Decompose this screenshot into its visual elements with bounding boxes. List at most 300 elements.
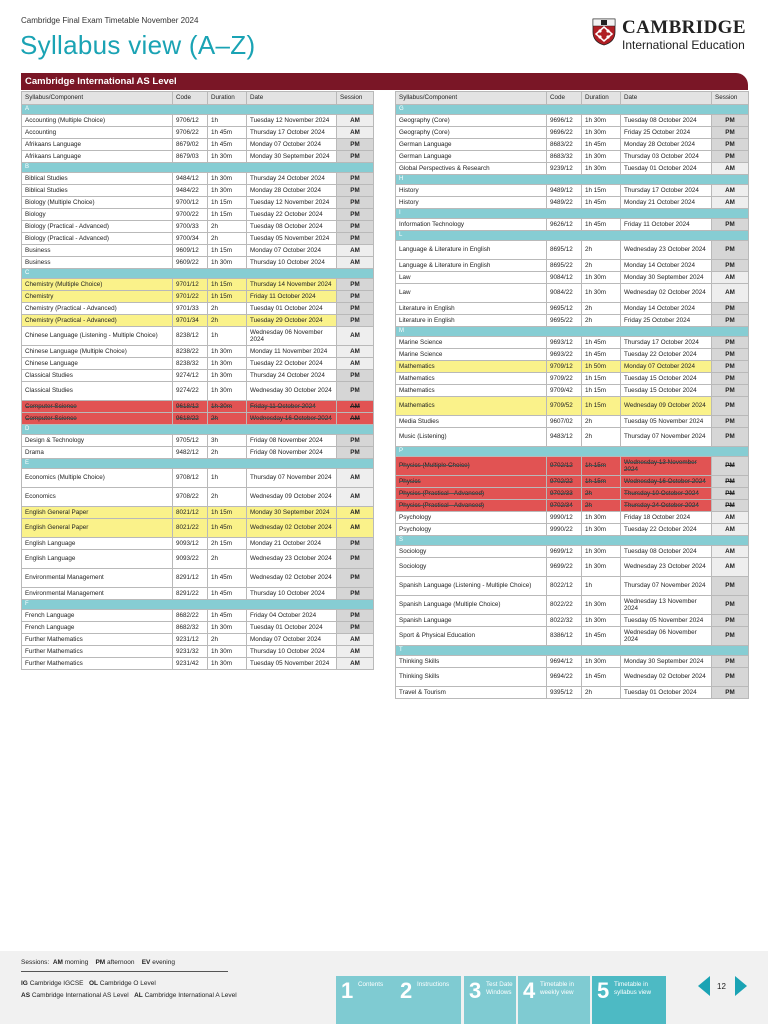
table-row — [396, 558, 749, 577]
syllabus-cell: Sociology — [396, 546, 547, 558]
code-cell: 9695/22 — [547, 315, 582, 327]
session-cell: AM — [712, 272, 749, 284]
code-cell: 9693/22 — [547, 349, 582, 361]
date-cell: Thursday 10 October 2024 — [247, 588, 337, 600]
code-cell: 8238/12 — [173, 327, 208, 346]
syllabus-cell: Mathematics — [396, 385, 547, 397]
code-cell: 8695/22 — [547, 260, 582, 272]
col-header-syllabus: Syllabus/Component — [396, 92, 547, 105]
table-row — [396, 185, 749, 197]
duration-cell: 1h 30m — [582, 115, 621, 127]
duration-cell: 1h 30m — [208, 622, 247, 634]
duration-cell: 3h — [208, 435, 247, 447]
code-cell: 9395/12 — [547, 687, 582, 699]
duration-cell: 2h — [208, 221, 247, 233]
syllabus-cell: Sociology — [396, 558, 547, 577]
syllabus-cell: Biology (Multiple Choice) — [22, 197, 173, 209]
duration-cell: 1h 30m — [208, 382, 247, 401]
session-cell: AM — [337, 413, 374, 425]
syllabus-cell: Accounting (Multiple Choice) — [22, 115, 173, 127]
date-cell: Wednesday 16 October 2024 — [247, 413, 337, 425]
nav-weekly-view[interactable] — [518, 976, 590, 1024]
duration-cell: 1h — [582, 577, 621, 596]
table-row — [396, 127, 749, 139]
code-cell: 8021/22 — [173, 519, 208, 538]
nav-number: 1 — [341, 978, 354, 1003]
session-cell: PM — [337, 291, 374, 303]
table-row — [22, 245, 374, 257]
duration-cell: 2h — [582, 241, 621, 260]
table-row — [22, 610, 374, 622]
session-cell: PM — [337, 435, 374, 447]
syllabus-cell: French Language — [22, 622, 173, 634]
duration-cell: 2h — [208, 550, 247, 569]
previous-page-icon[interactable] — [698, 976, 710, 996]
duration-cell: 1h 30m — [208, 646, 247, 658]
nav-number: 5 — [597, 978, 610, 1003]
date-cell: Thursday 10 October 2024 — [247, 646, 337, 658]
cambridge-logo — [592, 16, 752, 56]
session-cell: PM — [712, 687, 749, 699]
code-cell: 9702/33 — [547, 488, 582, 500]
table-row — [22, 346, 374, 358]
code-cell: 8386/12 — [547, 627, 582, 646]
table-row — [22, 303, 374, 315]
session-legend — [21, 959, 175, 966]
duration-cell: 1h 45m — [208, 588, 247, 600]
date-cell: Friday 04 October 2024 — [247, 610, 337, 622]
code-cell: 8238/32 — [173, 358, 208, 370]
letter-divider-row — [22, 105, 374, 115]
timetable-left — [21, 91, 374, 670]
code-cell: 9709/42 — [547, 385, 582, 397]
letter-label: F — [22, 600, 374, 610]
syllabus-cell: Further Mathematics — [22, 634, 173, 646]
code-cell: 9231/12 — [173, 634, 208, 646]
letter-label: D — [22, 425, 374, 435]
syllabus-cell: Drama — [22, 447, 173, 459]
date-cell: Tuesday 29 October 2024 — [247, 315, 337, 327]
col-header-date: Date — [621, 92, 712, 105]
col-header-code: Code — [173, 92, 208, 105]
session-cell: PM — [712, 337, 749, 349]
letter-label: S — [396, 536, 749, 546]
syllabus-cell: Marine Science — [396, 349, 547, 361]
table-row — [396, 488, 749, 500]
nav-label: Contents — [358, 981, 384, 988]
date-cell: Thursday 24 October 2024 — [247, 173, 337, 185]
table-row — [396, 416, 749, 428]
duration-cell: 1h 45m — [582, 337, 621, 349]
date-cell: Wednesday 09 October 2024 — [621, 397, 712, 416]
letter-divider-row — [396, 646, 749, 656]
session-cell: PM — [337, 315, 374, 327]
syllabus-cell: Mathematics — [396, 361, 547, 373]
session-cell: AM — [337, 519, 374, 538]
session-cell: PM — [337, 173, 374, 185]
session-cell: PM — [337, 279, 374, 291]
table-row — [396, 115, 749, 127]
letter-label: E — [22, 459, 374, 469]
session-cell: AM — [337, 401, 374, 413]
date-cell: Tuesday 12 November 2024 — [247, 197, 337, 209]
date-cell: Tuesday 12 November 2024 — [247, 115, 337, 127]
session-cell: PM — [712, 668, 749, 687]
table-row — [22, 151, 374, 163]
table-row — [396, 163, 749, 175]
duration-cell: 2h — [582, 416, 621, 428]
table-row — [396, 385, 749, 397]
table-row — [396, 656, 749, 668]
nav-syllabus-view[interactable] — [592, 976, 666, 1024]
table-row — [22, 197, 374, 209]
syllabus-cell: Sport & Physical Education — [396, 627, 547, 646]
syllabus-cell: Literature in English — [396, 303, 547, 315]
syllabus-cell: Physics (Practical - Advanced) — [396, 500, 547, 512]
duration-cell: 2h — [582, 428, 621, 447]
session-cell: PM — [337, 569, 374, 588]
date-cell: Monday 30 September 2024 — [247, 151, 337, 163]
syllabus-cell: English General Paper — [22, 519, 173, 538]
nav-label: Instructions — [417, 981, 450, 988]
code-cell: 9699/12 — [547, 546, 582, 558]
session-cell: PM — [712, 476, 749, 488]
table-row — [396, 457, 749, 476]
syllabus-cell: Geography (Core) — [396, 127, 547, 139]
table-row — [22, 588, 374, 600]
date-cell: Tuesday 05 November 2024 — [621, 615, 712, 627]
duration-cell: 1h 45m — [208, 519, 247, 538]
table-row — [22, 185, 374, 197]
session-cell: AM — [337, 115, 374, 127]
syllabus-cell: Physics — [396, 476, 547, 488]
session-cell: AM — [337, 646, 374, 658]
syllabus-cell: Mathematics — [396, 373, 547, 385]
table-row — [22, 291, 374, 303]
duration-cell: 1h 30m — [208, 257, 247, 269]
syllabus-cell: English General Paper — [22, 507, 173, 519]
col-header-syllabus: Syllabus/Component — [22, 92, 173, 105]
table-row — [22, 279, 374, 291]
letter-divider-row — [22, 269, 374, 279]
syllabus-cell: Biblical Studies — [22, 185, 173, 197]
code-cell: 9700/22 — [173, 209, 208, 221]
duration-cell: 1h 45m — [582, 627, 621, 646]
letter-label: G — [396, 105, 749, 115]
duration-cell: 1h 45m — [582, 349, 621, 361]
session-cell: PM — [712, 127, 749, 139]
legend-ev-text: evening — [152, 959, 175, 966]
legend-ol: OL — [88, 980, 98, 987]
date-cell: Tuesday 08 October 2024 — [621, 546, 712, 558]
date-cell: Wednesday 06 November 2024 — [247, 327, 337, 346]
date-cell: Tuesday 22 October 2024 — [621, 349, 712, 361]
code-cell: 9231/32 — [173, 646, 208, 658]
table-row — [396, 373, 749, 385]
session-cell: PM — [712, 457, 749, 476]
date-cell: Monday 07 October 2024 — [247, 634, 337, 646]
session-cell: AM — [337, 358, 374, 370]
session-cell: AM — [712, 185, 749, 197]
code-cell: 9489/22 — [547, 197, 582, 209]
table-row — [396, 260, 749, 272]
syllabus-cell: German Language — [396, 139, 547, 151]
duration-cell: 1h 45m — [208, 569, 247, 588]
duration-cell: 1h 15m — [582, 457, 621, 476]
code-cell: 9093/22 — [173, 550, 208, 569]
cambridge-shield-icon — [592, 18, 616, 46]
syllabus-cell: Travel & Tourism — [396, 687, 547, 699]
syllabus-cell: Classical Studies — [22, 382, 173, 401]
letter-label: B — [22, 163, 374, 173]
code-cell: 8683/22 — [547, 139, 582, 151]
legend-ig: IG — [21, 980, 28, 987]
date-cell: Monday 30 September 2024 — [621, 656, 712, 668]
session-cell: PM — [712, 151, 749, 163]
code-cell: 9607/02 — [547, 416, 582, 428]
duration-cell: 1h 50m — [582, 361, 621, 373]
syllabus-cell: Global Perspectives & Research — [396, 163, 547, 175]
letter-label: P — [396, 447, 749, 457]
duration-cell: 1h 15m — [208, 209, 247, 221]
table-row — [22, 401, 374, 413]
duration-cell: 1h 30m — [582, 656, 621, 668]
duration-cell: 1h 15m — [582, 476, 621, 488]
date-cell: Tuesday 15 October 2024 — [621, 373, 712, 385]
syllabus-cell: Physics (Practical - Advanced) — [396, 488, 547, 500]
date-cell: Thursday 10 October 2024 — [247, 257, 337, 269]
table-row — [22, 488, 374, 507]
code-cell: 9990/12 — [547, 512, 582, 524]
syllabus-cell: History — [396, 185, 547, 197]
date-cell: Monday 30 September 2024 — [621, 272, 712, 284]
syllabus-cell: Design & Technology — [22, 435, 173, 447]
duration-cell: 1h 15m — [582, 373, 621, 385]
session-cell: AM — [337, 634, 374, 646]
session-cell: PM — [337, 382, 374, 401]
code-cell: 8682/22 — [173, 610, 208, 622]
duration-cell: 2h — [208, 413, 247, 425]
syllabus-cell: Chinese Language (Multiple Choice) — [22, 346, 173, 358]
duration-cell: 1h 30m — [582, 151, 621, 163]
table-row — [22, 435, 374, 447]
nav-test-date-windows[interactable] — [464, 976, 516, 1024]
session-cell: PM — [337, 610, 374, 622]
col-header-session: Session — [337, 92, 374, 105]
session-cell: PM — [337, 622, 374, 634]
table-row — [22, 382, 374, 401]
table-row — [22, 569, 374, 588]
duration-cell: 2h 15m — [208, 538, 247, 550]
syllabus-cell: Chemistry (Multiple Choice) — [22, 279, 173, 291]
syllabus-cell: Mathematics — [396, 397, 547, 416]
legend-as: AS — [21, 992, 31, 999]
table-row — [396, 315, 749, 327]
table-row — [396, 284, 749, 303]
nav-label: Test Date Windows — [486, 981, 513, 996]
nav-instructions[interactable] — [395, 976, 461, 1024]
nav-contents[interactable] — [336, 976, 402, 1024]
duration-cell: 2h — [582, 303, 621, 315]
code-cell: 9709/12 — [547, 361, 582, 373]
table-row — [396, 615, 749, 627]
legend-ol-text: Cambridge O Level — [99, 980, 156, 987]
letter-label: I — [396, 209, 749, 219]
table-row — [396, 512, 749, 524]
syllabus-cell: Further Mathematics — [22, 646, 173, 658]
table-row — [22, 327, 374, 346]
session-cell: AM — [712, 163, 749, 175]
table-row — [396, 139, 749, 151]
syllabus-cell: Music (Listening) — [396, 428, 547, 447]
session-cell: PM — [337, 209, 374, 221]
nav-number: 2 — [400, 978, 413, 1003]
code-cell: 9093/12 — [173, 538, 208, 550]
legend-as-text: Cambridge International AS Level — [31, 992, 129, 999]
session-cell: AM — [337, 469, 374, 488]
code-cell: 9489/12 — [547, 185, 582, 197]
letter-label: H — [396, 175, 749, 185]
legend-am: AM — [52, 959, 63, 966]
date-cell: Monday 30 September 2024 — [247, 507, 337, 519]
table-row — [396, 219, 749, 231]
session-cell: PM — [337, 151, 374, 163]
code-cell: 9084/12 — [547, 272, 582, 284]
date-cell: Monday 07 October 2024 — [247, 245, 337, 257]
code-cell: 9709/22 — [547, 373, 582, 385]
duration-cell: 1h 15m — [582, 385, 621, 397]
duration-cell: 1h 15m — [582, 397, 621, 416]
session-cell: AM — [337, 507, 374, 519]
next-page-icon[interactable] — [735, 976, 747, 996]
date-cell: Monday 28 October 2024 — [247, 185, 337, 197]
date-cell: Tuesday 08 October 2024 — [621, 115, 712, 127]
session-cell: PM — [337, 233, 374, 245]
session-cell: PM — [337, 185, 374, 197]
syllabus-cell: Geography (Core) — [396, 115, 547, 127]
syllabus-cell: Information Technology — [396, 219, 547, 231]
session-cell: PM — [712, 115, 749, 127]
syllabus-cell: Afrikaans Language — [22, 151, 173, 163]
session-cell: AM — [337, 488, 374, 507]
code-cell: 9702/34 — [547, 500, 582, 512]
table-row — [22, 507, 374, 519]
syllabus-cell: French Language — [22, 610, 173, 622]
table-row — [22, 469, 374, 488]
letter-label: T — [396, 646, 749, 656]
syllabus-cell: Thinking Skills — [396, 656, 547, 668]
code-cell: 8695/12 — [547, 241, 582, 260]
date-cell: Wednesday 23 October 2024 — [247, 550, 337, 569]
code-cell: 9626/12 — [547, 219, 582, 231]
letter-divider-row — [396, 209, 749, 219]
date-cell: Wednesday 09 October 2024 — [247, 488, 337, 507]
col-header-duration: Duration — [208, 92, 247, 105]
code-cell: 8679/03 — [173, 151, 208, 163]
date-cell: Wednesday 02 October 2024 — [247, 519, 337, 538]
table-row — [22, 413, 374, 425]
code-cell: 9239/12 — [547, 163, 582, 175]
legend-pm: PM — [95, 959, 106, 966]
date-cell: Wednesday 02 October 2024 — [621, 668, 712, 687]
session-cell: AM — [337, 658, 374, 670]
date-cell: Tuesday 22 October 2024 — [247, 209, 337, 221]
table-row — [22, 634, 374, 646]
date-cell: Friday 11 October 2024 — [247, 291, 337, 303]
code-cell: 9618/12 — [173, 401, 208, 413]
legend-al-text: Cambridge International A Level — [144, 992, 237, 999]
code-cell: 9705/12 — [173, 435, 208, 447]
letter-divider-row — [396, 105, 749, 115]
syllabus-cell: Biblical Studies — [22, 173, 173, 185]
syllabus-cell: Language & Literature in English — [396, 241, 547, 260]
table-row — [396, 577, 749, 596]
table-row — [396, 197, 749, 209]
table-row — [22, 209, 374, 221]
table-row — [22, 519, 374, 538]
code-cell: 9699/22 — [547, 558, 582, 577]
duration-cell: 1h 45m — [582, 197, 621, 209]
code-cell: 8022/32 — [547, 615, 582, 627]
table-row — [396, 272, 749, 284]
date-cell: Thursday 07 November 2024 — [621, 577, 712, 596]
date-cell: Thursday 17 October 2024 — [621, 337, 712, 349]
table-header-row — [396, 92, 749, 105]
syllabus-cell: Classical Studies — [22, 370, 173, 382]
duration-cell: 2h — [582, 687, 621, 699]
session-cell: AM — [337, 127, 374, 139]
table-row — [22, 447, 374, 459]
table-row — [22, 139, 374, 151]
code-cell: 9484/12 — [173, 173, 208, 185]
nav-number: 3 — [469, 978, 482, 1003]
logo-name: CAMBRIDGE — [622, 17, 746, 38]
session-cell: AM — [337, 346, 374, 358]
syllabus-cell: Chemistry — [22, 291, 173, 303]
duration-cell: 2h — [582, 500, 621, 512]
code-cell: 9084/22 — [547, 284, 582, 303]
session-cell: AM — [337, 257, 374, 269]
duration-cell: 1h 30m — [582, 284, 621, 303]
date-cell: Thursday 24 October 2024 — [621, 500, 712, 512]
date-cell: Thursday 17 October 2024 — [621, 185, 712, 197]
table-row — [22, 658, 374, 670]
syllabus-cell: Spanish Language — [396, 615, 547, 627]
legend-al: AL — [134, 992, 143, 999]
date-cell: Friday 08 November 2024 — [247, 435, 337, 447]
duration-cell: 1h 30m — [208, 658, 247, 670]
session-cell: PM — [337, 139, 374, 151]
session-cell: PM — [337, 370, 374, 382]
date-cell: Tuesday 01 October 2024 — [621, 163, 712, 175]
table-row — [396, 337, 749, 349]
col-header-duration: Duration — [582, 92, 621, 105]
code-cell: 9701/34 — [173, 315, 208, 327]
code-cell: 9701/12 — [173, 279, 208, 291]
date-cell: Tuesday 08 October 2024 — [247, 221, 337, 233]
letter-divider-row — [22, 163, 374, 173]
table-row — [22, 127, 374, 139]
session-cell: PM — [712, 656, 749, 668]
date-cell: Tuesday 05 November 2024 — [247, 233, 337, 245]
letter-divider-row — [396, 536, 749, 546]
table-row — [22, 358, 374, 370]
duration-cell: 1h 30m — [208, 401, 247, 413]
code-cell: 9694/22 — [547, 668, 582, 687]
letter-divider-row — [396, 175, 749, 185]
table-row — [396, 241, 749, 260]
syllabus-cell: Environmental Management — [22, 588, 173, 600]
